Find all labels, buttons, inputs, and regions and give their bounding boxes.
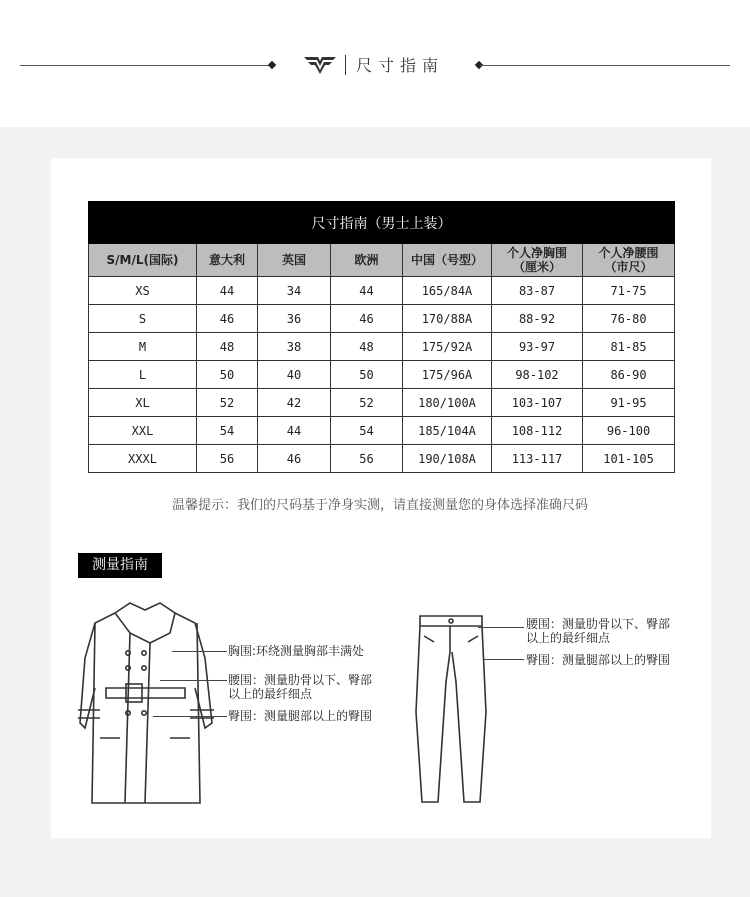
size-tip-text: 温馨提示：我们的尺码基于净身实测，请直接测量您的身体选择准确尺码 <box>171 498 588 513</box>
column-header: 中国（号型） <box>403 244 492 277</box>
brand-eagle-logo-icon <box>303 55 337 75</box>
table-cell: 50 <box>331 361 403 389</box>
coat-waist-pointer <box>160 680 227 681</box>
measurement-guide-label: 测量指南 <box>78 553 162 578</box>
coat-hip-pointer <box>153 716 227 717</box>
table-cell: 101-105 <box>583 445 675 473</box>
header-divider-left <box>20 65 272 66</box>
header-divider-right <box>480 65 730 66</box>
table-cell: XS <box>89 277 197 305</box>
table-cell: M <box>89 333 197 361</box>
pants-hip-pointer <box>484 659 524 660</box>
table-cell: 170/88A <box>403 305 492 333</box>
table-cell: 88-92 <box>492 305 583 333</box>
table-cell: 50 <box>197 361 258 389</box>
table-cell: XL <box>89 389 197 417</box>
table-cell: 86-90 <box>583 361 675 389</box>
table-row <box>89 361 675 389</box>
table-cell: 56 <box>331 445 403 473</box>
header-diamond-left <box>268 61 276 69</box>
column-header: 个人净腰围 （市尺） <box>583 244 675 277</box>
trench-coat-illustration-icon <box>70 598 230 808</box>
table-cell: 108-112 <box>492 417 583 445</box>
column-header: 意大利 <box>197 244 258 277</box>
table-cell: 175/96A <box>403 361 492 389</box>
table-cell: 83-87 <box>492 277 583 305</box>
pants-hip-note: 臀围：测量腿部以上的臀围 <box>526 653 671 667</box>
table-cell: 46 <box>331 305 403 333</box>
column-header: 英国 <box>258 244 331 277</box>
table-row <box>89 389 675 417</box>
table-cell: 52 <box>331 389 403 417</box>
page-header <box>0 0 750 127</box>
trousers-illustration-icon <box>410 612 490 808</box>
coat-waist-note-line2: 以上的最纤细点 <box>228 687 313 701</box>
table-cell: 98-102 <box>492 361 583 389</box>
column-header: 欧洲 <box>331 244 403 277</box>
table-row <box>89 417 675 445</box>
table-cell: 76-80 <box>583 305 675 333</box>
table-header-row <box>89 244 675 277</box>
size-table <box>88 201 675 473</box>
pants-waist-note-line1: 腰围：测量肋骨以下、臀部 <box>526 617 671 631</box>
table-cell: 46 <box>197 305 258 333</box>
pants-waist-note-line2: 以上的最纤细点 <box>526 631 611 645</box>
table-cell: 48 <box>197 333 258 361</box>
table-cell: XXL <box>89 417 197 445</box>
table-row <box>89 445 675 473</box>
table-cell: XXXL <box>89 445 197 473</box>
table-cell: 190/108A <box>403 445 492 473</box>
table-cell: 44 <box>258 417 331 445</box>
table-cell: 165/84A <box>403 277 492 305</box>
coat-chest-pointer <box>172 651 227 652</box>
page-title: 尺寸指南 <box>356 56 445 75</box>
table-cell: L <box>89 361 197 389</box>
table-row <box>89 277 675 305</box>
table-cell: 180/100A <box>403 389 492 417</box>
table-cell: 46 <box>258 445 331 473</box>
header-separator <box>345 55 346 75</box>
coat-chest-note: 胸围:环绕测量胸部丰满处 <box>228 644 365 658</box>
pants-waist-note <box>526 617 670 645</box>
table-cell: 91-95 <box>583 389 675 417</box>
table-cell: 56 <box>197 445 258 473</box>
table-cell: 54 <box>197 417 258 445</box>
table-cell: 71-75 <box>583 277 675 305</box>
table-cell: 52 <box>197 389 258 417</box>
table-cell: 96-100 <box>583 417 675 445</box>
coat-waist-note-line1: 腰围：测量肋骨以下、臀部 <box>228 673 373 687</box>
table-cell: S <box>89 305 197 333</box>
table-row <box>89 305 675 333</box>
table-cell: 54 <box>331 417 403 445</box>
table-caption: 尺寸指南（男士上装） <box>89 202 675 244</box>
table-cell: 103-107 <box>492 389 583 417</box>
table-cell: 81-85 <box>583 333 675 361</box>
coat-waist-note <box>228 673 372 701</box>
table-cell: 38 <box>258 333 331 361</box>
table-cell: 175/92A <box>403 333 492 361</box>
column-header: 个人净胸围 （厘米） <box>492 244 583 277</box>
table-cell: 44 <box>331 277 403 305</box>
table-cell: 34 <box>258 277 331 305</box>
table-cell: 40 <box>258 361 331 389</box>
table-cell: 42 <box>258 389 331 417</box>
column-header: S/M/L(国际) <box>89 244 197 277</box>
table-row <box>89 333 675 361</box>
table-cell: 48 <box>331 333 403 361</box>
table-cell: 113-117 <box>492 445 583 473</box>
table-cell: 93-97 <box>492 333 583 361</box>
coat-hip-note: 臀围：测量腿部以上的臀围 <box>228 709 373 723</box>
table-cell: 44 <box>197 277 258 305</box>
table-cell: 185/104A <box>403 417 492 445</box>
pants-waist-pointer <box>478 627 524 628</box>
table-cell: 36 <box>258 305 331 333</box>
